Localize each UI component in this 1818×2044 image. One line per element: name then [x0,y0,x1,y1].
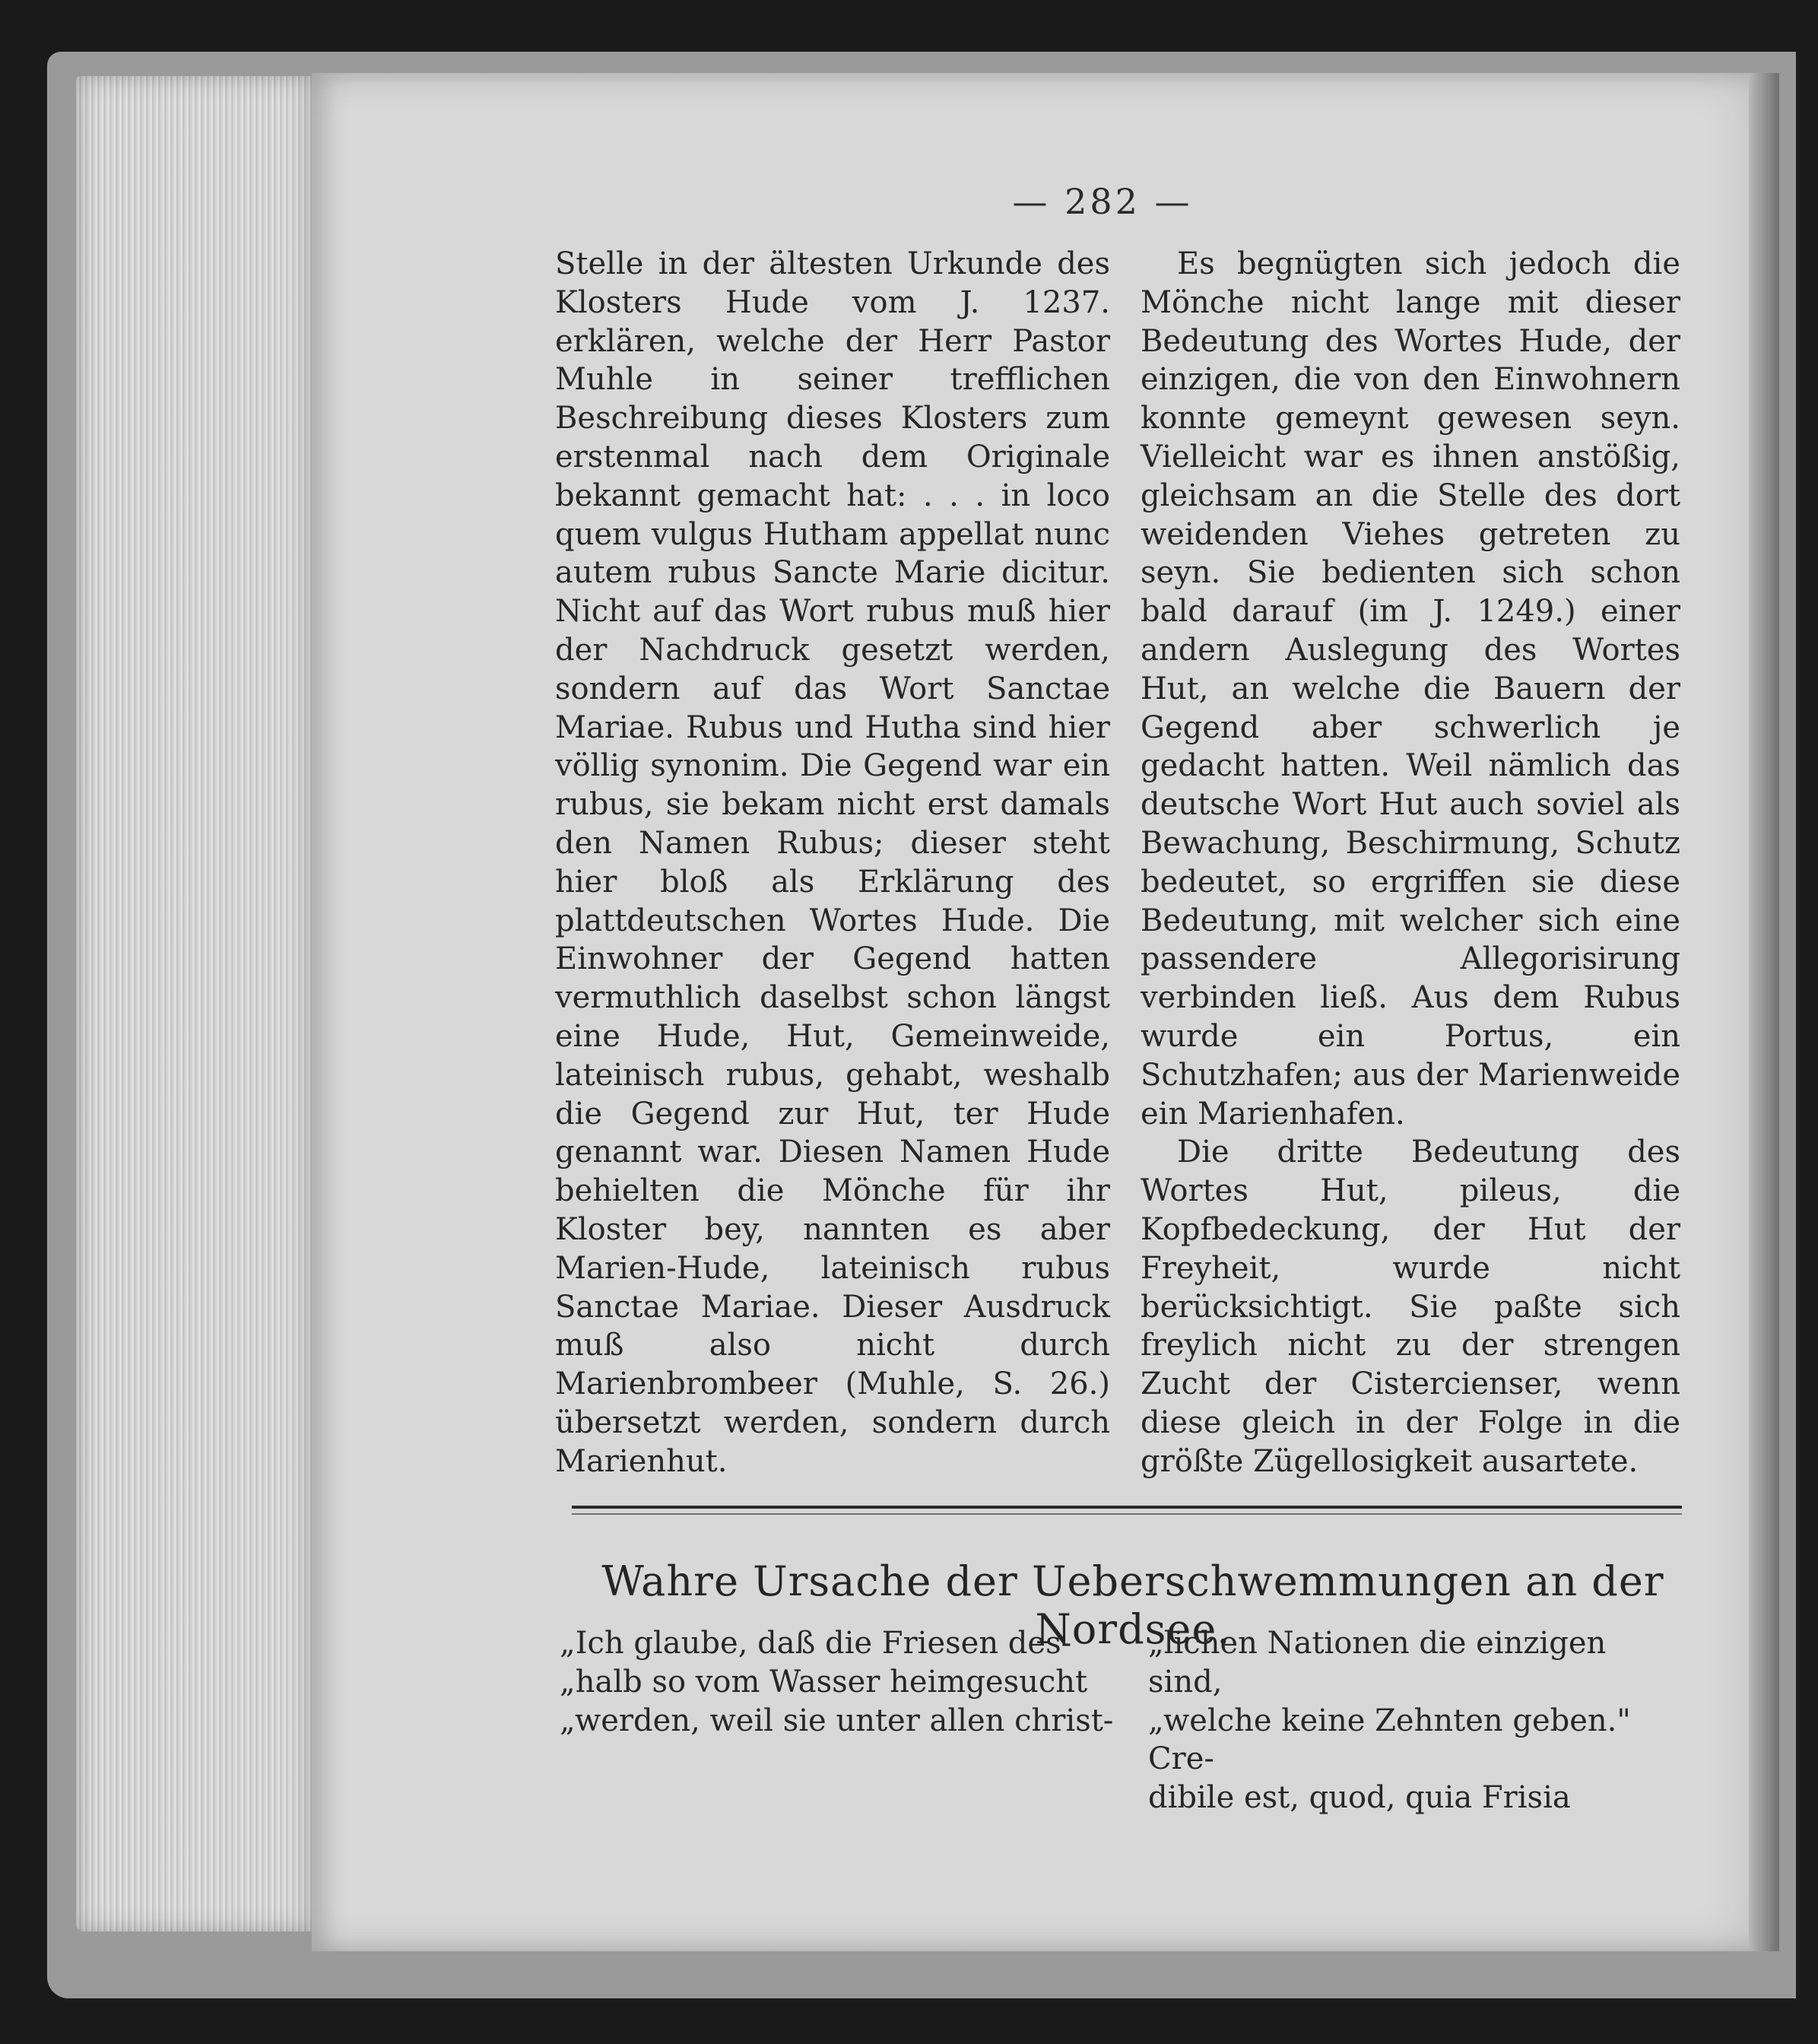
article-right-column: „lichen Nationen die einzigen sind, „welche keine Zehnten geben." Cre- dibile est, quod, quia Frisia [1148,1626,1631,1816]
left-column-text: Stelle in der ältesten Urkunde des Klosters Hude vom J. 1237. erklären, welche der Herr Pastor Muhle in seiner trefflichen Beschreibung dieses Klosters zum erstenmal nach dem Originale bekannt gemacht hat: . . . in loco quem vulgus Hutham appellat nunc autem rubus Sancte Marie dicitur. Nicht auf das Wort rubus muß hier der Nachdruck gesetzt werden, sondern auf das Wort Sanctae Mariae. Rubus und Hutha sind hier völlig synonim. Die Gegend war ein rubus, sie bekam nicht erst damals den Namen Rubus; dieser steht hier bloß als Erklärung des plattdeutschen Wortes Hude. Die Einwohner der Gegend hatten vermuthlich daselbst schon längst eine Hude, Hut, Gemeinweide, lateinisch rubus, gehabt, weshalb die Gegend zur Hut, ter Hude genannt war. Diesen Namen Hude behielten die Mönche für ihr Kloster bey, nannten es aber Marien-Hude, lateinisch rubus Sanctae Mariae. Dieser Ausdruck muß also nicht durch Marienbrombeer (Muhle, S. 26.) übersetzt werden, sondern durch Marienhut. [555,246,1110,1479]
right-column [1141,245,1680,1481]
section-divider-thin [572,1513,1682,1515]
page-edges [76,76,312,1931]
page-number: — 282 — [1012,181,1193,222]
section-divider [572,1506,1682,1509]
article-heading: Wahre Ursache der Ueberschwemmungen an der Nordsee. [601,1557,1664,1653]
page-gutter [1749,73,1779,1951]
left-column [555,245,1110,1481]
right-column-paragraph-2: Die dritte Bedeutung des Wortes Hut, pileus, die Kopfbedeckung, der Hut der Freyheit, wurde nicht berücksichtigt. Sie paßte sich freylich nicht zu der strengen Zucht der Cistercienser, wenn diese gleich in der Folge in die größte Zügellosigkeit ausartete. [1141,1135,1680,1479]
article-left-column: „Ich glaube, daß die Friesen des- „halb so vom Wasser heimgesucht „werden, weil sie unter allen christ- [560,1626,1114,1738]
right-column-paragraph-1: Es begnügten sich jedoch die Mönche nicht lange mit dieser Bedeutung des Wortes Hude, der einzigen, die von den Einwohnern konnte gemeynt gewesen seyn. Vielleicht war es ihnen anstößig, gleichsam an die Stelle des dort weidenden Viehes getreten zu seyn. Sie bedienten sich schon bald darauf (im J. 1249.) einer andern Auslegung des Wortes Hut, an welche die Bauern der Gegend aber schwerlich je gedacht hatten. Weil nämlich das deutsche Wort Hut auch soviel als Bewachung, Beschirmung, Schutz bedeutet, so ergriffen sie diese Bedeutung, mit welcher sich eine passendere Allegorisirung verbinden ließ. Aus dem Rubus wurde ein Portus, ein Schutzhafen; aus der Marienweide ein Marienhafen. [1141,246,1680,1132]
